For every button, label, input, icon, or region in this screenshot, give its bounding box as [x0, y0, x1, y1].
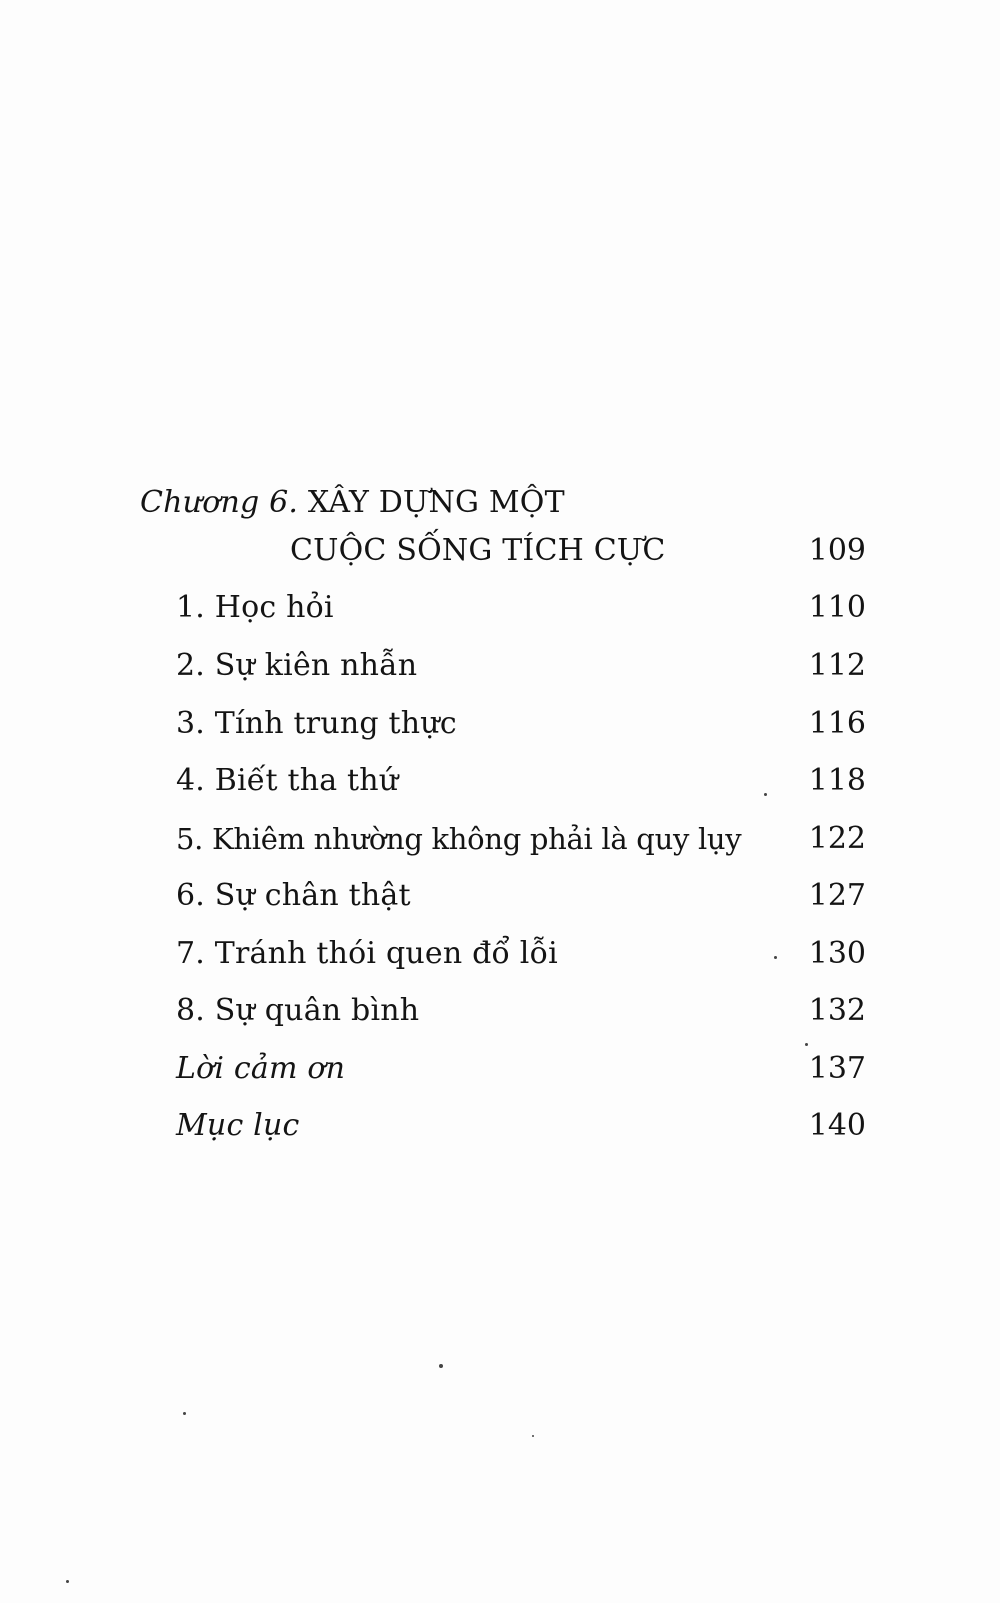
- scan-speck: [774, 956, 777, 959]
- chapter-prefix: Chương 6.: [140, 485, 299, 520]
- toc-entry-page: 116: [808, 706, 866, 741]
- toc-entry-label: 4. Biết tha thứ: [176, 763, 399, 798]
- scan-speck: [764, 793, 767, 796]
- scan-speck: [183, 1412, 186, 1415]
- toc-entry-label: 7. Tránh thói quen đổ lỗi: [176, 936, 558, 971]
- chapter-heading-line1: [140, 483, 565, 523]
- toc-entry-page: 122: [808, 821, 866, 856]
- scan-speck: [66, 1580, 69, 1583]
- toc-entry-label: 8. Sự quân bình: [176, 993, 420, 1028]
- toc-entry-label: 6. Sự chân thật: [176, 878, 411, 913]
- toc-entry-page: 118: [808, 763, 866, 798]
- scan-speck: [439, 1364, 443, 1368]
- toc-entry-page: 112: [808, 648, 866, 683]
- toc-entry-page: 127: [808, 878, 866, 913]
- toc-entry-label: 5. Khiêm nhường không phải là quy lụy: [176, 822, 742, 856]
- toc-entry-page: 137: [808, 1051, 866, 1086]
- toc-entry-contents: Mục lục: [176, 1108, 300, 1143]
- toc-entry-label: 2. Sự kiên nhẫn: [176, 648, 418, 683]
- chapter-title-line2: CUỘC SỐNG TÍCH CỰC: [290, 533, 666, 568]
- toc-entry-page: 132: [808, 993, 866, 1028]
- toc-entry-page: 130: [808, 936, 866, 971]
- scan-speck: [805, 1043, 808, 1046]
- chapter-title-line1: XÂY DỰNG MỘT: [307, 485, 565, 520]
- chapter-page-number: 109: [808, 533, 866, 568]
- toc-entry-acknowledgements: Lời cảm ơn: [176, 1051, 346, 1086]
- toc-entry-page: 140: [808, 1108, 866, 1143]
- toc-entry-page: 110: [808, 590, 866, 625]
- scan-speck: [532, 1435, 534, 1437]
- toc-entry-label: 1. Học hỏi: [176, 590, 334, 625]
- toc-entry-label: 3. Tính trung thực: [176, 706, 457, 741]
